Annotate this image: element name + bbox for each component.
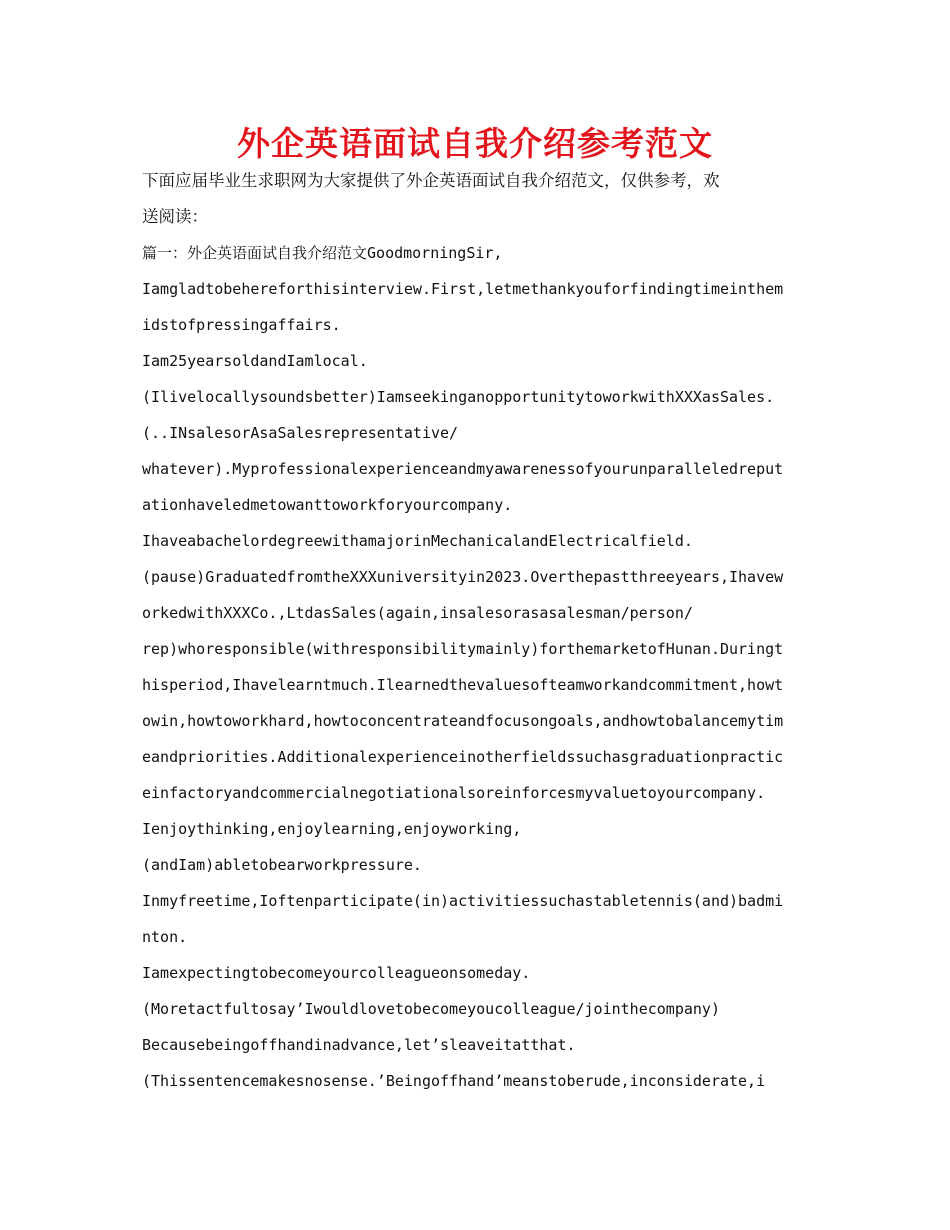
document-line: 送阅读：	[142, 207, 208, 226]
document-body	[142, 163, 806, 1099]
document-line: 下面应届毕业生求职网为大家提供了外企英语面试自我介绍范文，仅供参考，欢	[142, 171, 720, 190]
document-line: IhaveabachelordegreewithamajorinMechanicalandElectricalfield.	[142, 532, 693, 550]
document-line: whatever).Myprofessionalexperienceandmyawarenessofyourunparalleledreput	[142, 460, 784, 478]
document-line: Becausebeingoffhandinadvance,let’sleaveitatthat.	[142, 1036, 576, 1054]
document-line: (Ilivelocallysoundsbetter)IamseekinganopportunitytoworkwithXXXasSales.	[142, 388, 775, 406]
document-line: nton.	[142, 928, 188, 946]
document-line: Iam25yearsoldandIamlocal.	[142, 352, 368, 370]
document-line: 篇一：外企英语面试自我介绍范文GoodmorningSir,	[142, 244, 503, 262]
document-line: hisperiod,Ihavelearntmuch.Ilearnedthevaluesofteamworkandcommitment,howt	[142, 676, 784, 694]
document-line: ationhaveledmetowanttoworkforyourcompany.	[142, 496, 513, 514]
document-title: 外企英语面试自我介绍参考范文	[237, 124, 713, 163]
document-line: idstofpressingaffairs.	[142, 316, 341, 334]
document-line: Inmyfreetime,Ioftenparticipate(in)activitiessuchastabletennis(and)badmi	[142, 892, 784, 910]
document-line: einfactoryandcommercialnegotiationalsoreinforcesmyvaluetoyourcompany.	[142, 784, 766, 802]
document-line: (andIam)abletobearworkpressure.	[142, 856, 422, 874]
document-line: orkedwithXXXCo.,LtdasSales(again,insalesorasasalesman/person/	[142, 604, 693, 622]
document-line: Ienjoythinking,enjoylearning,enjoyworking,	[142, 820, 522, 838]
document-line: (..INsalesorAsaSalesrepresentative/	[142, 424, 459, 442]
document-line: (Moretactfultosay’Iwouldlovetobecomeyoucolleague/jointhecompany)	[142, 1000, 720, 1018]
document-line: (Thissentencemakesnosense.’Beingoffhand’meanstoberude,inconsiderate,i	[142, 1072, 766, 1090]
document-line: rep)whoresponsible(withresponsibilitymainly)forthemarketofHunan.Duringt	[142, 640, 784, 658]
document-line: (pause)GraduatedfromtheXXXuniversityin2023.Overthepastthreeyears,Ihavew	[142, 568, 784, 586]
document-line: Iamgladtobehereforthisinterview.First,letmethankyouforfindingtimeinthem	[142, 280, 784, 298]
document-line: Iamexpectingtobecomeyourcolleagueonsomeday.	[142, 964, 531, 982]
document-line: owin,howtoworkhard,howtoconcentrateandfocusongoals,andhowtobalancemytim	[142, 712, 784, 730]
document-line: eandpriorities.Additionalexperienceinotherfieldssuchasgraduationpractic	[142, 748, 784, 766]
